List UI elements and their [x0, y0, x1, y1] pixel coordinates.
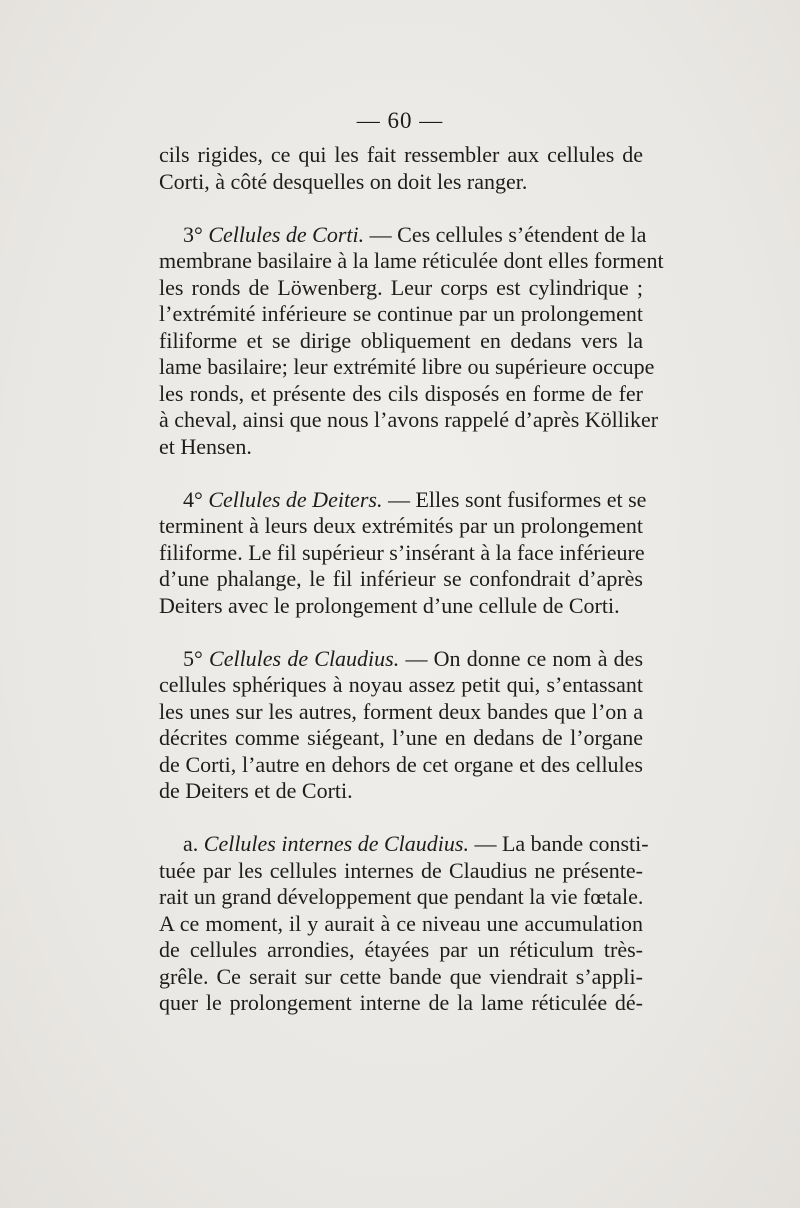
- text-line: Corti, à côté desquelles on doit les ranger.: [159, 168, 528, 194]
- section-heading: Cellules de Corti.: [208, 221, 365, 247]
- text-line: grêle. Ce serait sur cette bande que viendrait s’appli-: [159, 963, 643, 989]
- text-line: et Hensen.: [159, 433, 252, 459]
- text-line: à cheval, ainsi que nous l’avons rappelé d’après Kölliker: [159, 407, 659, 432]
- text-line: décrites comme siégeant, l’une en dedans de l’organe: [159, 725, 643, 750]
- paragraph-cellules-de-deiters: [159, 486, 647, 620]
- text-line: rait un grand développement que pendant la vie fœtale.: [159, 884, 644, 909]
- text-line: de Corti, l’autre en dehors de cet organe et des cellules: [159, 751, 643, 777]
- text-line: filiforme. Le fil supérieur s’insérant à la face inférieure: [159, 539, 645, 565]
- text-line: quer le prolongement interne de la lame réticulée dé-: [159, 990, 643, 1015]
- text-line: lame basilaire; leur extrémité libre ou supérieure occupe: [159, 354, 655, 379]
- text-line: cellules sphériques à noyau assez petit qui, s’entassant: [159, 672, 643, 697]
- section-number: a.: [183, 831, 199, 856]
- text-line: les ronds de Löwenberg. Leur corps est cylindrique ;: [159, 274, 643, 300]
- text-line: cils rigides, ce qui les fait ressembler aux cellules de: [159, 142, 643, 167]
- text-line: tuée par les cellules internes de Claudius ne présente-: [159, 857, 643, 883]
- text-line: d’une phalange, le fil inférieur se confondrait d’après: [159, 566, 643, 591]
- paragraph-cellules-internes-de-claudius: [159, 831, 649, 1017]
- text-line: 5° Cellules de Claudius. — On donne ce nom à des: [183, 645, 644, 671]
- text-line: terminent à leurs deux extrémités par un prolongement: [159, 513, 643, 538]
- section-heading: Cellules de Deiters.: [208, 486, 383, 512]
- page-number: — 60 —: [356, 108, 444, 133]
- text-line: 3° Cellules de Corti. — Ces cellules s’étendent de la: [183, 221, 647, 247]
- section-heading: Cellules internes de Claudius.: [203, 831, 469, 856]
- body-text: [159, 142, 664, 1017]
- text-line: l’extrémité inférieure se continue par un prolongement: [159, 301, 643, 326]
- text-line: a. Cellules internes de Claudius. — La bande consti-: [183, 831, 649, 856]
- text-line: de Deiters et de Corti.: [159, 778, 353, 803]
- paragraph-intro: [159, 142, 643, 195]
- paragraph-cellules-de-corti: [159, 221, 664, 461]
- paragraph-cellules-de-claudius: [159, 646, 643, 805]
- section-number: 4°: [183, 486, 203, 512]
- text-line: Deiters avec le prolongement d’une cellule de Corti.: [159, 592, 620, 618]
- section-number: 5°: [183, 645, 203, 671]
- text-line: les unes sur les autres, forment deux bandes que l’on a: [159, 698, 643, 724]
- text-line: 4° Cellules de Deiters. — Elles sont fusiformes et se: [183, 486, 647, 512]
- text-line: A ce moment, il y aurait à ce niveau une accumulation: [159, 910, 643, 936]
- text-line: les ronds, et présente des cils disposés en forme de fer: [159, 380, 643, 406]
- section-heading: Cellules de Claudius.: [209, 645, 400, 671]
- section-number: 3°: [183, 221, 203, 247]
- text-line: membrane basilaire à la lame réticulée dont elles forment: [159, 248, 664, 273]
- text-line: de cellules arrondies, étayées par un réticulum très-: [159, 937, 643, 962]
- text-line: filiforme et se dirige obliquement en dedans vers la: [159, 327, 643, 353]
